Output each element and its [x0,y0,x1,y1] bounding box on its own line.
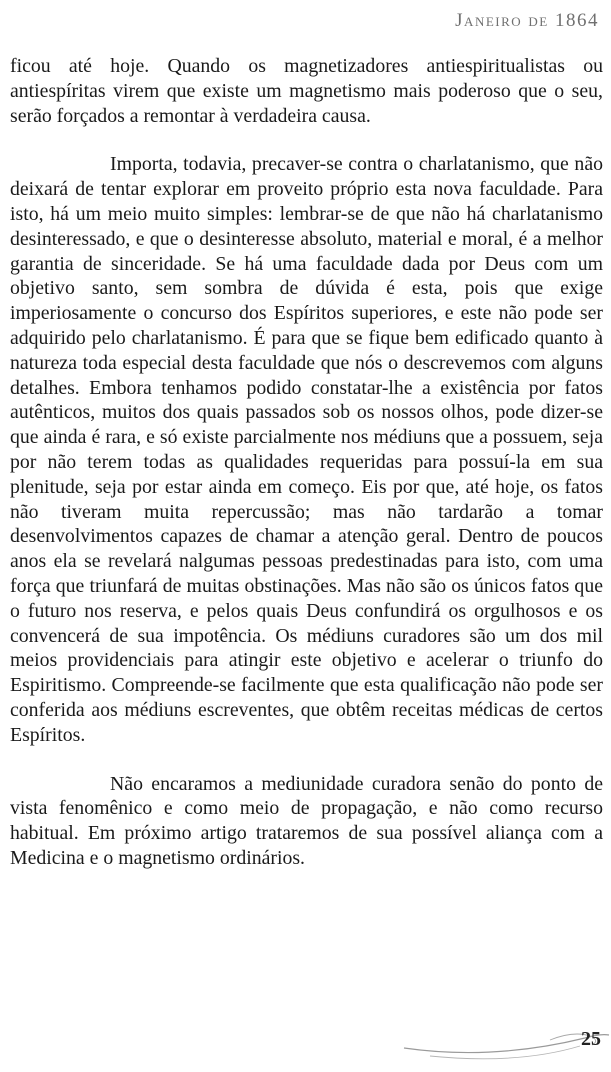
swash-stroke-upper [404,1035,609,1053]
page-number: 25 [581,1028,601,1050]
paragraph-conclusion: Não encaramos a mediunidade curadora senão do ponto de vista fenomênico e como meio de propagação, e não como recurso habitual. Em próximo artigo trataremos de sua possível aliança com a Medicina e o magnetismo ordinários. [10,772,603,869]
text-body [10,54,603,871]
footer-swash-ornament [400,1026,611,1066]
running-head: Janeiro de 1864 [455,10,599,31]
paragraph-continuation: ficou até hoje. Quando os magnetizadores antiespiritualistas ou antiespíritas virem que existe um magnetismo mais poderoso que o seu, serão forçados a remontar à verdadeira causa. [10,55,603,127]
paragraph-charlatanism: Importa, todavia, precaver-se contra o charlatanismo, que não deixará de tentar explorar em proveito próprio esta nova faculdade. Para isto, há um meio muito simples: lembrar-se de que não há charlatanismo desinteressado, e que o desinteresse absoluto, material e moral, é a melhor garantia de sinceridade. Se há uma faculdade dada por Deus com um objetivo santo, sem sombra de dúvida é esta, pois que exige imperiosamente o concurso dos Espíritos superiores, e este não pode ser adquirido pelo charlatanismo. É para que se fique bem edificado quanto à natureza toda especial desta faculdade que nós o descrevemos com alguns detalhes. Embora tenhamos podido constatar-lhe a existência por fatos autênticos, muitos dos quais passados sob os nossos olhos, pode dizer-se que ainda é rara, e só existe parcialmente nos médiuns que a possuem, seja por não terem todas as qualidades requeridas para possuí-la em sua plenitude, seja por estar ainda em começo. Eis por que, até hoje, os fatos não tiveram muita repercussão; mas não tardarão a tomar desenvolvimentos capazes de chamar a atenção geral. Dentro de poucos anos ela se revelará nalgumas pessoas predestinadas para isto, com uma força que triunfará de muitas obstinações. Mas não são os únicos fatos que o futuro nos reserva, e pelos quais Deus confundirá os orgulhosos e os convencerá de sua impotência. Os médiuns curadores são um dos mil meios providenciais para atingir este objetivo e acelerar o triunfo do Espiritismo. Compreende-se facilmente que esta qualificação não pode ser conferida aos médiuns escreventes, que obtêm receitas médicas de certos Espíritos. [10,153,603,746]
